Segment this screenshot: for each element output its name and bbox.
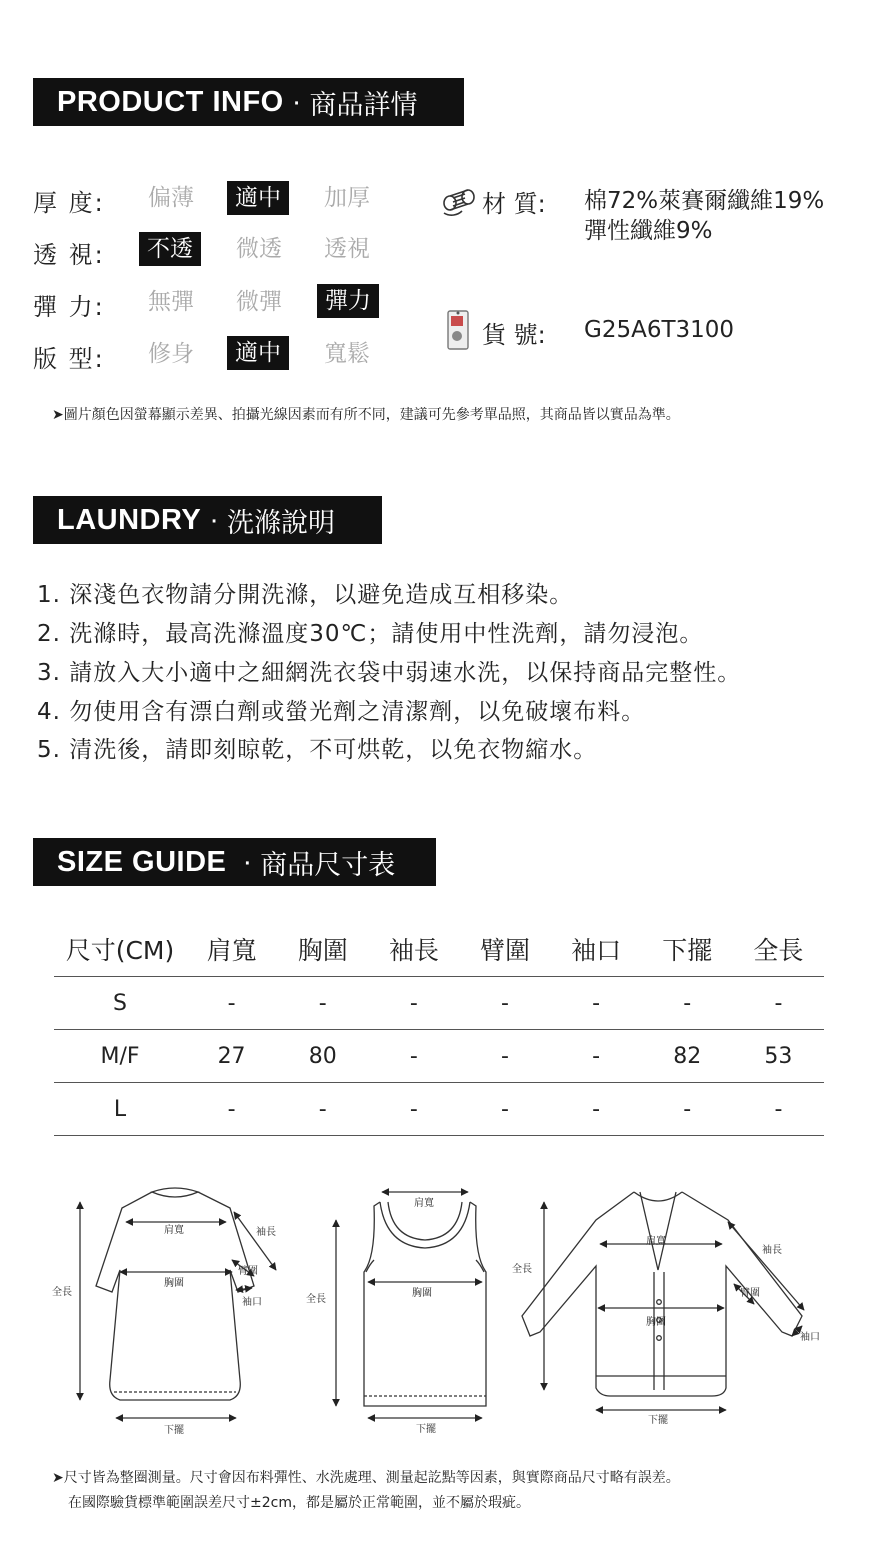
diagram-label-sleeve: 袖長 <box>762 1245 782 1256</box>
laundry-title-en: LAUNDRY <box>57 503 202 536</box>
size-cell: - <box>733 977 824 1030</box>
product-info-title-zh: 商品詳情 <box>309 89 418 121</box>
attribute-label: 版 型: <box>33 345 105 373</box>
diagram-label-shoulder: 肩寬 <box>646 1236 666 1247</box>
diagram-label-chest: 胸圍 <box>412 1288 432 1299</box>
attribute-option: 微彈 <box>236 289 282 315</box>
size-cell: - <box>642 977 733 1030</box>
product-info-title-en: PRODUCT INFO <box>57 85 284 118</box>
size-table-header-row <box>54 922 824 977</box>
diagram-label-arm: 臂圍 <box>740 1288 760 1299</box>
size-column-header: 全長 <box>733 922 824 977</box>
product-info-header <box>33 78 464 126</box>
size-cell: - <box>368 1030 459 1083</box>
product-info-title-sep: · <box>283 85 310 118</box>
size-column-header: 下擺 <box>642 922 733 977</box>
material-label: 材 質: <box>482 190 546 218</box>
diagram-label-cuff: 袖口 <box>242 1297 262 1308</box>
laundry-item: 1. 深淺色衣物請分開洗滌，以避免造成互相移染。 <box>37 582 574 608</box>
laundry-item: 2. 洗滌時，最高洗滌溫度30℃；請使用中性洗劑，請勿浸泡。 <box>37 621 704 647</box>
attribute-label: 透 視: <box>33 241 105 269</box>
laundry-header <box>33 496 382 544</box>
size-cell: 27 <box>186 1030 277 1083</box>
size-column-header: 袖口 <box>551 922 642 977</box>
sku-value: G25A6T3100 <box>584 317 735 343</box>
size-cell: - <box>551 977 642 1030</box>
size-cell: S <box>54 977 186 1030</box>
attribute-label: 彈 力: <box>33 293 105 321</box>
size-cell: 82 <box>642 1030 733 1083</box>
attribute-option: 偏薄 <box>148 185 194 211</box>
size-table <box>54 922 824 1136</box>
size-cell: - <box>459 977 550 1030</box>
size-cell: - <box>368 977 459 1030</box>
tank-top-diagram <box>336 1192 486 1418</box>
table-row <box>54 977 824 1030</box>
thread-spool-icon <box>440 183 480 221</box>
attribute-option-selected: 不透 <box>139 232 201 266</box>
cardigan-diagram <box>522 1192 804 1410</box>
measurement-diagrams <box>40 1180 840 1445</box>
attribute-option-selected: 彈力 <box>317 284 379 318</box>
attribute-label: 厚 度: <box>33 189 105 217</box>
size-column-header: 胸圍 <box>277 922 368 977</box>
laundry-item: 3. 請放入大小適中之細網洗衣袋中弱速水洗，以保持商品完整性。 <box>37 660 742 686</box>
diagram-label-shoulder: 肩寬 <box>164 1225 184 1236</box>
diagram-label-arm: 臂圍 <box>238 1266 258 1277</box>
color-disclaimer-note: ➤圖片顏色因螢幕顯示差異、拍攝光線因素而有所不同，建議可先參考單品照，其商品皆以實品為準。 <box>52 407 680 423</box>
laundry-item: 5. 清洗後，請即刻晾乾，不可烘乾，以免衣物縮水。 <box>37 737 598 763</box>
size-cell: - <box>459 1030 550 1083</box>
size-cell: - <box>642 1083 733 1136</box>
attribute-option: 微透 <box>236 236 282 262</box>
size-column-header: 尺寸(CM) <box>54 922 186 977</box>
size-cell: L <box>54 1083 186 1136</box>
size-cell: - <box>733 1083 824 1136</box>
diagram-label-hem: 下擺 <box>416 1424 436 1435</box>
tag-icon <box>446 308 472 352</box>
attribute-option: 加厚 <box>324 185 370 211</box>
size-guide-title-zh: 商品尺寸表 <box>260 849 396 881</box>
diagram-label-chest: 胸圍 <box>646 1317 666 1328</box>
size-cell: 80 <box>277 1030 368 1083</box>
attribute-option-selected: 適中 <box>227 336 289 370</box>
diagram-label-length: 全長 <box>52 1287 72 1298</box>
size-guide-header <box>33 838 436 886</box>
diagram-label-length: 全長 <box>306 1294 326 1305</box>
size-note-line-2: 在國際驗貨標準範圍誤差尺寸±2cm，都是屬於正常範圍，並不屬於瑕疵。 <box>68 1495 530 1511</box>
material-line-1: 棉72%萊賽爾纖維19% <box>584 188 825 214</box>
size-column-header: 肩寬 <box>186 922 277 977</box>
size-cell: - <box>551 1030 642 1083</box>
attribute-option: 寬鬆 <box>324 341 370 367</box>
table-row <box>54 1030 824 1083</box>
laundry-item: 4. 勿使用含有漂白劑或螢光劑之清潔劑，以免破壞布料。 <box>37 699 646 725</box>
diagram-label-cuff: 袖口 <box>800 1332 820 1343</box>
laundry-title-sep: · <box>201 503 227 536</box>
size-column-header: 袖長 <box>368 922 459 977</box>
attribute-option-selected: 適中 <box>227 181 289 215</box>
table-row <box>54 1083 824 1136</box>
size-cell: M/F <box>54 1030 186 1083</box>
size-cell: - <box>186 977 277 1030</box>
size-cell: - <box>551 1083 642 1136</box>
laundry-title-zh: 洗滌說明 <box>226 507 335 539</box>
size-cell: - <box>277 977 368 1030</box>
diagram-label-sleeve: 袖長 <box>256 1227 276 1238</box>
size-cell: - <box>186 1083 277 1136</box>
size-cell: - <box>459 1083 550 1136</box>
diagram-label-chest: 胸圍 <box>164 1278 184 1289</box>
attribute-option: 無彈 <box>148 289 194 315</box>
diagram-label-length: 全長 <box>512 1264 532 1275</box>
attribute-option: 透視 <box>324 236 370 262</box>
size-guide-title-en: SIZE GUIDE <box>57 845 227 878</box>
diagram-label-hem: 下擺 <box>164 1425 184 1436</box>
sku-label: 貨 號: <box>482 321 546 349</box>
size-guide-title-sep: · <box>226 845 261 878</box>
diagram-label-hem: 下擺 <box>648 1415 668 1426</box>
material-line-2: 彈性纖維9% <box>584 218 713 244</box>
size-cell: 53 <box>733 1030 824 1083</box>
attribute-option: 修身 <box>148 341 194 367</box>
size-cell: - <box>368 1083 459 1136</box>
size-cell: - <box>277 1083 368 1136</box>
size-column-header: 臂圍 <box>459 922 550 977</box>
diagram-label-shoulder: 肩寬 <box>414 1198 434 1209</box>
size-note-line-1: ➤尺寸皆為整圈測量。尺寸會因布料彈性、水洗處理、測量起訖點等因素，與實際商品尺寸略有誤差。 <box>52 1470 680 1486</box>
